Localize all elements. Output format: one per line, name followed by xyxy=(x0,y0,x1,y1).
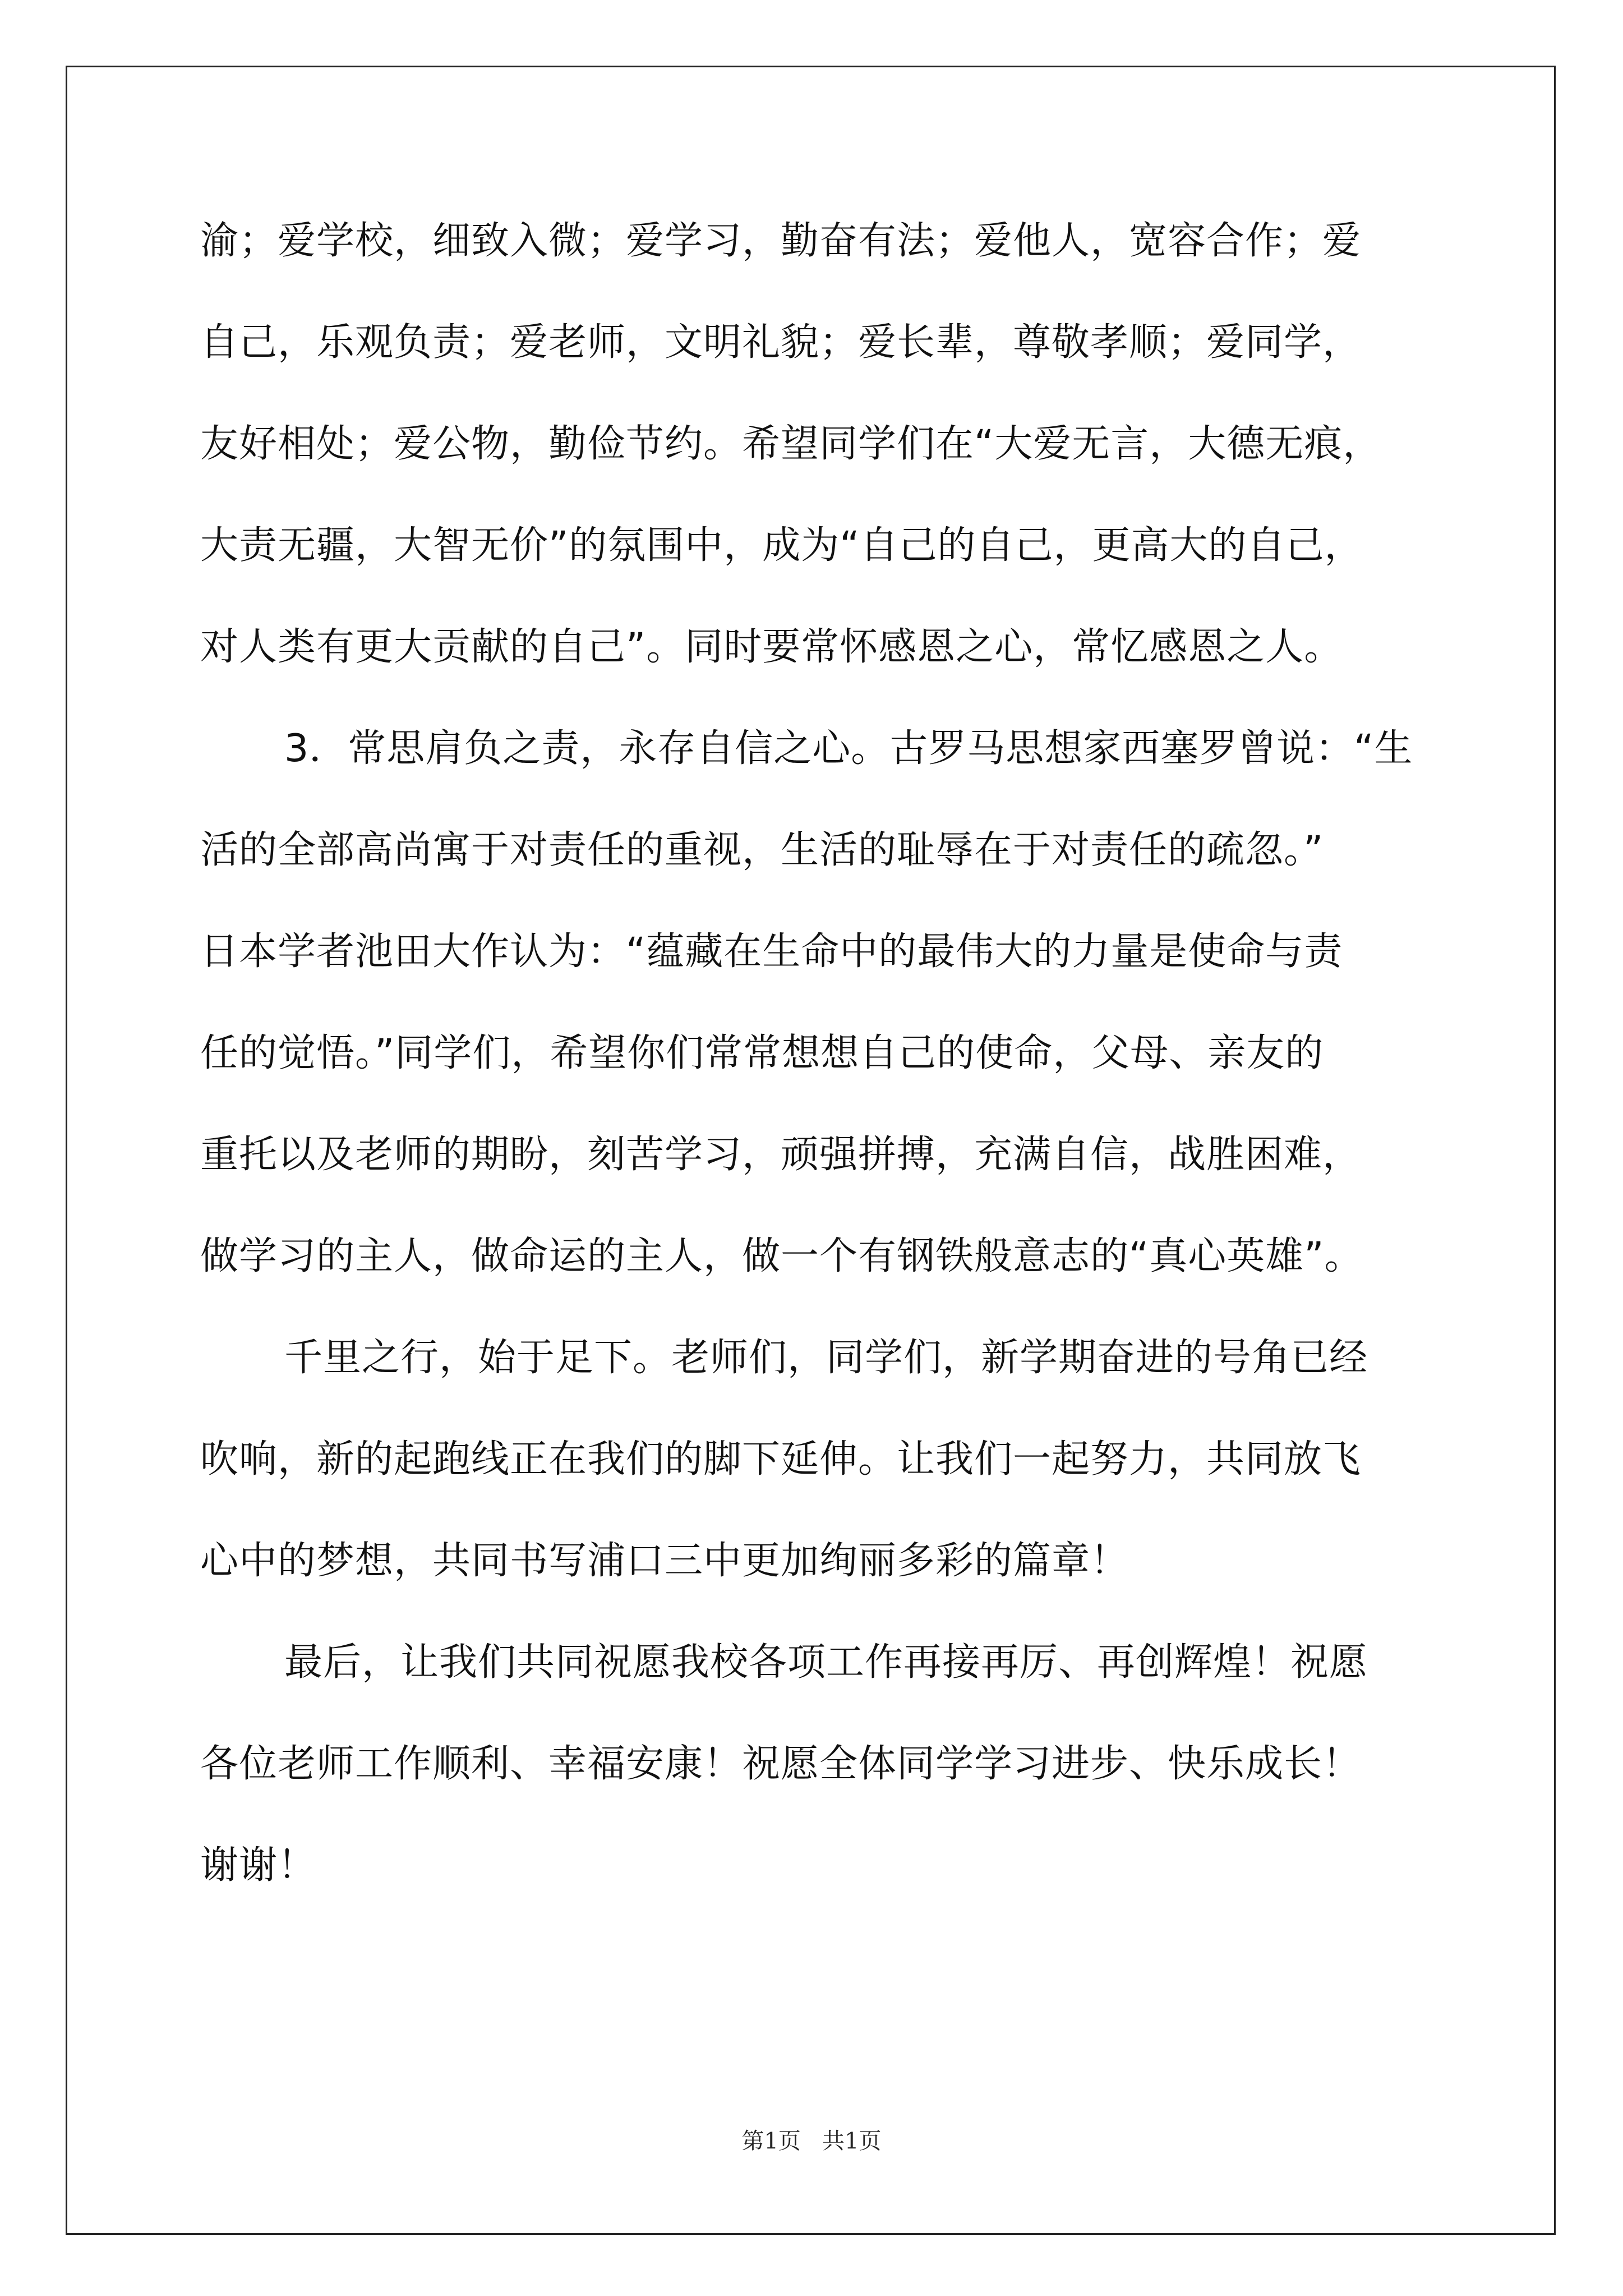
page-footer: 第1页 共1页 xyxy=(741,2128,882,2154)
text-line: 渝；爱学校，细致入微；爱学习，勤奋有法；爱他人，宽容合作；爱 xyxy=(200,219,1362,263)
text-line: 各位老师工作顺利、幸福安康！祝愿全体同学学习进步、快乐成长！ xyxy=(200,1742,1362,1786)
paragraph-start-line: 最后，让我们共同祝愿我校各项工作再接再厉、再创辉煌！祝愿 xyxy=(284,1640,1368,1685)
text-line: 活的全部高尚寓于对责任的重视，生活的耻辱在于对责任的疏忽。” xyxy=(200,828,1324,872)
text-line: 自己，乐观负责；爱老师，文明礼貌；爱长辈，尊敬孝顺；爱同学， xyxy=(200,320,1362,365)
text-line: 心中的梦想，共同书写浦口三中更加绚丽多彩的篇章！ xyxy=(200,1539,1129,1583)
text-line: 日本学者池田大作认为：“蕴藏在生命中的最伟大的力量是使命与责 xyxy=(200,930,1343,974)
text-line: 大责无疆，大智无价”的氛围中，成为“自己的自己，更高大的自己， xyxy=(200,523,1363,568)
text-line: 友好相处；爱公物，勤俭节约。希望同学们在“大爱无言，大德无痕， xyxy=(200,422,1382,466)
text-line: 吹响，新的起跑线正在我们的脚下延伸。让我们一起努力，共同放飞 xyxy=(200,1437,1362,1481)
paragraph-start-line: 3．常思肩负之责，永存自信之心。古罗马思想家西塞罗曾说：“生 xyxy=(284,726,1413,771)
text-line: 对人类有更大贡献的自己”。同时要常怀感恩之心，常忆感恩之人。 xyxy=(200,625,1343,669)
text-line: 任的觉悟。”同学们，希望你们常常想想自己的使命，父母、亲友的 xyxy=(200,1031,1324,1075)
paragraph-start-line: 千里之行，始于足下。老师们，同学们，新学期奋进的号角已经 xyxy=(284,1336,1368,1380)
document-body xyxy=(200,213,1456,1939)
text-line: 做学习的主人，做命运的主人，做一个有钢铁般意志的“真心英雄”。 xyxy=(200,1234,1363,1278)
text-line: 重托以及老师的期盼，刻苦学习，顽强拼搏，充满自信，战胜困难， xyxy=(200,1133,1362,1177)
text-line: 谢谢！ xyxy=(200,1843,317,1888)
